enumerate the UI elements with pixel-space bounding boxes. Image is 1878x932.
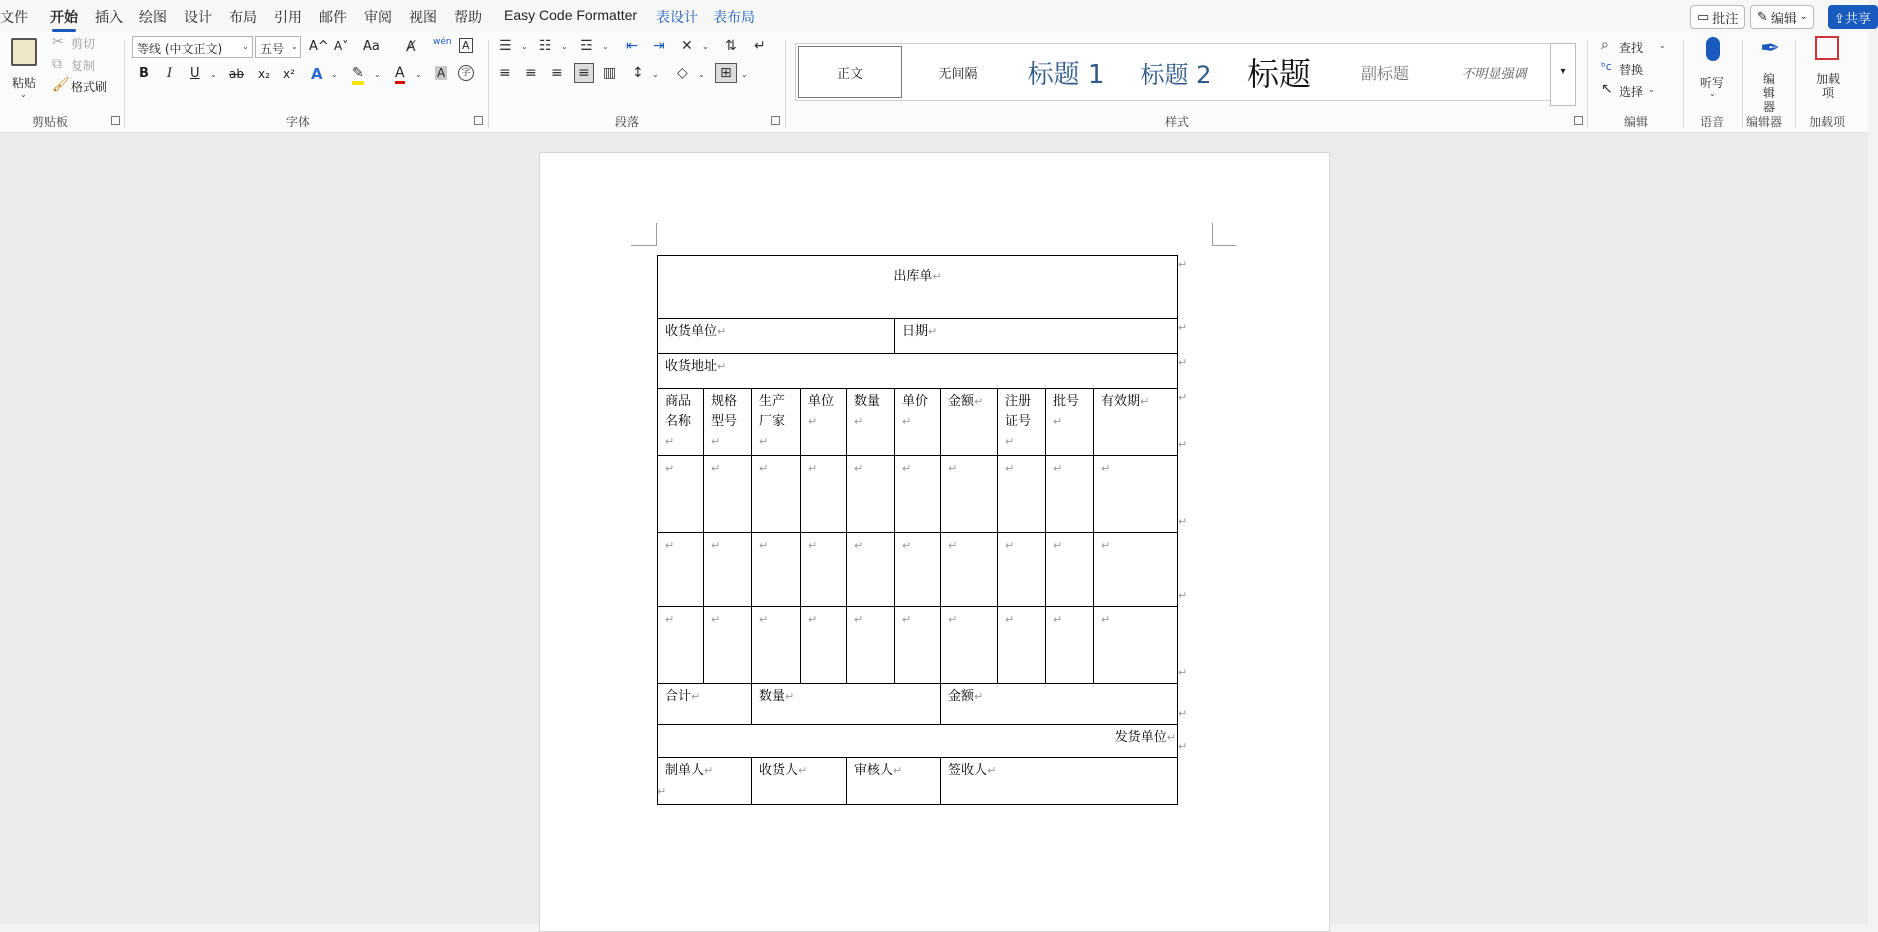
menu-view[interactable]: 视图 [409, 10, 437, 26]
subscript-button[interactable]: x₂ [258, 67, 270, 81]
voice-group-label: 语音 [1700, 115, 1725, 129]
row-end-mark: ↵ [1178, 740, 1188, 753]
italic-button[interactable]: I [167, 66, 173, 81]
menu-bar [0, 0, 1871, 32]
form-title-cell[interactable]: 出库单↵ [658, 256, 1178, 319]
chevron-down-icon: ⌄ [1709, 89, 1716, 98]
outbound-form-table [657, 255, 1178, 805]
table-header-row [658, 389, 1178, 456]
table-cell[interactable]: ↵ [847, 607, 895, 684]
ribbon: 粘贴 ⌄ ✂ 剪切 ⧉ 复制 🖌 格式刷 剪贴板 等线 (中文正文) ⌄ 五号 ⌄ A^ A˅ Aa Ⱥ wén A B I U ⌄ ab x₂ x² A ⌄ ✎ ⌄ A ⌄ A 字 字体 ☰ ⌄ ☷ ⌄ ☲ ⌄ ⇤ ⇥ ✕ ⌄ ⇅ ↵ ≡ ≡ ≡ ≡ ▥ ↕ ⌄ ◇ ⌄ ⊞ ⌄ 段落 正文 无间隔 标题 1 标题 2 标题 副标题 不明显强调 ▾ 样式 ⌕ 查找 ⌄ ᵇc 替换 ↖ 选择 ⌄ 编辑 听写 ⌄ 语音 ✒ 编辑器 编辑器 加载项 加载项 [0, 32, 1868, 133]
receiver-address-cell[interactable]: 收货地址↵ [658, 354, 1178, 389]
chevron-down-icon: ⌄ [602, 42, 609, 51]
addins-group-label: 加载项 [1809, 115, 1846, 129]
shrink-font-button[interactable]: A˅ [334, 39, 349, 53]
menu-design[interactable]: 设计 [184, 10, 212, 26]
menu-table-layout[interactable]: 表布局 [713, 10, 755, 26]
chevron-down-icon: ⌄ [331, 70, 338, 79]
receiver-unit-cell[interactable]: 收货单位↵ [658, 319, 895, 354]
menu-easy-code-formatter[interactable]: Easy Code Formatter [504, 7, 638, 23]
microphone-icon [1706, 37, 1720, 61]
column-header[interactable]: 单位↵ [801, 389, 847, 456]
table-cell[interactable]: ↵ [658, 607, 704, 684]
separator [1683, 40, 1684, 128]
table-row [658, 533, 1178, 607]
paragraph-launcher-icon[interactable] [771, 116, 780, 125]
table-cell[interactable]: ↵ [998, 533, 1046, 607]
clear-format-icon[interactable]: Ⱥ [406, 39, 416, 55]
chinese-layout-icon[interactable]: ✕ [681, 38, 693, 54]
find-button[interactable]: 查找 [1619, 41, 1644, 55]
bullets-icon[interactable]: ☰ [499, 38, 512, 54]
chevron-down-icon: ⌄ [242, 42, 249, 51]
column-header[interactable]: 规格型号↵ [704, 389, 752, 456]
table-cell[interactable]: ↵ [1046, 607, 1094, 684]
row-end-mark: ↵ [1178, 438, 1188, 451]
highlighter-icon[interactable]: ✎ [352, 65, 364, 85]
signer-cell[interactable]: 签收人↵ [941, 758, 1178, 805]
enclose-char-button[interactable]: 字 [458, 65, 474, 81]
distribute-icon[interactable]: ▥ [603, 65, 617, 81]
table-cell[interactable]: ↵ [752, 533, 801, 607]
table-cell[interactable]: ↵ [941, 456, 998, 533]
chevron-down-icon: ⌄ [702, 42, 709, 51]
separator [1742, 40, 1743, 128]
table-cell[interactable]: ↵ [1046, 533, 1094, 607]
separator [785, 40, 786, 128]
form-title: 出库单 [893, 269, 933, 284]
row-end-mark: ↵ [1178, 391, 1188, 404]
clipboard-group-label: 剪贴板 [32, 115, 69, 129]
sender-unit-cell[interactable]: 发货单位↵ [658, 725, 1178, 758]
column-header[interactable]: 单价↵ [895, 389, 941, 456]
menu-insert[interactable]: 插入 [95, 10, 123, 26]
font-color-button[interactable]: A [395, 65, 405, 84]
numbering-icon[interactable]: ☷ [539, 38, 552, 54]
table-cell[interactable]: ↵ [941, 533, 998, 607]
clipboard-launcher-icon[interactable] [111, 116, 120, 125]
sort-icon[interactable]: ⇅ [725, 38, 737, 54]
total-amount-cell[interactable]: 金额↵ [941, 684, 1178, 725]
chevron-down-icon: ⌄ [1799, 12, 1808, 22]
style-subtitle[interactable]: 副标题 [1360, 63, 1409, 83]
search-icon: ⌕ [1601, 37, 1609, 53]
chevron-down-icon: ⌄ [1648, 85, 1655, 94]
table-cell[interactable]: ↵ [895, 456, 941, 533]
addins-grid-icon [1815, 36, 1839, 60]
style-heading-1[interactable]: 标题 1 [1027, 59, 1105, 90]
editor-pen-icon: ✒ [1760, 34, 1781, 62]
crop-mark [1212, 223, 1236, 246]
styles-more-button[interactable] [1550, 43, 1576, 106]
font-size-combo[interactable]: 五号 [255, 36, 301, 58]
total-cell[interactable]: 合计↵ [658, 684, 752, 725]
table-cell[interactable]: ↵ [752, 607, 801, 684]
style-title[interactable]: 标题 [1246, 55, 1311, 93]
table-cell[interactable]: ↵ [704, 607, 752, 684]
menu-layout[interactable]: 布局 [229, 10, 257, 26]
separator [488, 40, 489, 128]
column-header[interactable]: 数量↵ [847, 389, 895, 456]
total-quantity-cell[interactable]: 数量↵ [752, 684, 941, 725]
chevron-down-icon: ⌄ [374, 70, 381, 79]
cut-button[interactable]: 剪切 [71, 37, 96, 51]
menu-references[interactable]: 引用 [274, 10, 302, 26]
editing-mode-button[interactable]: ✎ 编辑 ⌄ [1750, 5, 1814, 29]
replace-button[interactable]: 替换 [1619, 63, 1644, 77]
editing-group-label: 编辑 [1624, 115, 1649, 129]
share-icon: ⇪ [1834, 12, 1845, 27]
menu-mailings[interactable]: 邮件 [319, 10, 347, 26]
table-cell[interactable]: ↵ [895, 533, 941, 607]
row-end-mark: ↵ [1178, 356, 1188, 369]
paragraph-group-label: 段落 [615, 115, 640, 129]
grow-font-button[interactable]: A^ [309, 39, 329, 54]
column-header[interactable]: 有效期↵ [1094, 389, 1178, 456]
chevron-down-icon: ⌄ [20, 90, 27, 99]
table-cell[interactable]: ↵ [752, 456, 801, 533]
row-end-mark: ↵ [1178, 666, 1188, 679]
styles-group-label: 样式 [1165, 115, 1190, 129]
chevron-down-icon: ⌄ [415, 70, 422, 79]
column-header[interactable]: 商品名称↵ [658, 389, 704, 456]
table-cell[interactable]: ↵ [847, 456, 895, 533]
align-center-icon[interactable]: ≡ [525, 65, 537, 81]
table-cell[interactable]: ↵ [998, 456, 1046, 533]
menu-file[interactable]: 文件 [0, 10, 28, 26]
justify-icon[interactable]: ≡ [574, 63, 594, 83]
row-end-mark: ↵ [1178, 707, 1188, 720]
menu-table-design[interactable]: 表设计 [656, 10, 698, 26]
char-border-button[interactable]: A [459, 38, 473, 53]
chevron-down-icon: ⌄ [521, 42, 528, 51]
styles-launcher-icon[interactable] [1574, 116, 1583, 125]
chevron-down-icon: ⌄ [561, 42, 568, 51]
chevron-down-icon: ⌄ [652, 70, 659, 79]
menu-review[interactable]: 审阅 [364, 10, 392, 26]
copy-button[interactable]: 复制 [71, 59, 96, 73]
table-cell[interactable]: ↵ [1094, 533, 1178, 607]
chevron-down-icon: ▾ [1560, 66, 1566, 77]
table-cell[interactable]: ↵ [801, 456, 847, 533]
menu-draw[interactable]: 绘图 [139, 10, 167, 26]
style-subtle-emphasis[interactable]: 不明显强调 [1461, 66, 1527, 82]
format-painter-button[interactable]: 格式刷 [71, 80, 108, 94]
table-cell[interactable]: ↵ [998, 607, 1046, 684]
format-painter-icon: 🖌 [52, 77, 70, 93]
replace-icon: ᵇc [1601, 60, 1612, 73]
table-cell[interactable]: ↵ [658, 533, 704, 607]
borders-icon[interactable]: ⊞ [715, 63, 737, 83]
separator [1587, 40, 1588, 128]
table-row [658, 607, 1178, 684]
column-header[interactable]: 生产厂家↵ [752, 389, 801, 456]
select-button[interactable]: 选择 [1619, 85, 1644, 99]
chevron-down-icon: ⌄ [291, 42, 298, 51]
comments-button[interactable]: ▭ 批注 [1690, 5, 1745, 29]
line-spacing-icon[interactable]: ↕ [632, 65, 644, 81]
table-cell[interactable]: ↵ [704, 533, 752, 607]
table-cell[interactable]: ↵ [941, 607, 998, 684]
change-case-button[interactable]: Aa [363, 39, 380, 54]
shading-icon[interactable]: ◇ [677, 65, 688, 81]
column-header[interactable]: 批号↵ [1046, 389, 1094, 456]
clipboard-icon [11, 38, 37, 66]
menu-home[interactable]: 开始 [50, 7, 78, 27]
table-cell[interactable]: ↵ [1094, 607, 1178, 684]
separator [124, 40, 125, 128]
style-heading-2[interactable]: 标题 2 [1140, 60, 1212, 89]
share-button[interactable]: ⇪共享 [1828, 5, 1878, 29]
date-cell[interactable]: 日期↵ [895, 319, 1178, 354]
table-cell[interactable]: ↵ [1046, 456, 1094, 533]
phonetic-guide-button[interactable]: wén [433, 37, 452, 47]
separator [1795, 40, 1796, 128]
style-normal[interactable]: 正文 [798, 46, 902, 98]
crop-mark [631, 223, 657, 246]
column-header[interactable]: 注册证号↵ [998, 389, 1046, 456]
table-cell[interactable]: ↵ [895, 607, 941, 684]
scissors-icon: ✂ [52, 34, 64, 50]
table-cell[interactable]: ↵ [658, 456, 704, 533]
align-right-icon[interactable]: ≡ [551, 65, 563, 81]
signer-cell[interactable]: 收货人↵ [752, 758, 847, 805]
decrease-indent-icon[interactable]: ⇤ [626, 38, 638, 54]
row-end-mark: ↵ [1178, 589, 1188, 602]
table-cell[interactable]: ↵ [1094, 456, 1178, 533]
table-cell[interactable]: ↵ [704, 456, 752, 533]
table-cell[interactable]: ↵ [801, 607, 847, 684]
font-launcher-icon[interactable] [474, 116, 483, 125]
chevron-down-icon: ⌄ [698, 70, 705, 79]
signer-cell[interactable]: 制单人↵ [658, 758, 752, 805]
style-no-spacing[interactable]: 无间隔 [938, 66, 978, 82]
char-shading-button[interactable]: A [437, 66, 446, 80]
editor-group-label: 编辑器 [1746, 115, 1783, 129]
chevron-down-icon: ⌄ [210, 70, 217, 79]
increase-indent-icon[interactable]: ⇥ [653, 38, 665, 54]
chevron-down-icon: ⌄ [1659, 41, 1666, 50]
font-name-combo[interactable]: 等线 (中文正文) [132, 36, 253, 58]
pencil-icon: ✎ [1757, 9, 1768, 25]
bold-button[interactable]: B [139, 66, 149, 81]
show-marks-icon[interactable]: ↵ [754, 38, 766, 54]
cursor-arrow-icon: ↖ [1601, 81, 1613, 97]
styles-gallery [795, 43, 1575, 101]
column-header[interactable]: 金额↵ [941, 389, 998, 456]
row-end-mark: ↵ [1178, 515, 1188, 528]
table-cell[interactable]: ↵ [847, 533, 895, 607]
font-group-label: 字体 [286, 115, 311, 129]
align-left-icon[interactable]: ≡ [499, 65, 511, 81]
paragraph-mark: ↵ [657, 785, 667, 798]
text-effects-button[interactable]: A [311, 65, 323, 83]
row-end-mark: ↵ [1178, 321, 1188, 334]
superscript-button[interactable]: x² [283, 67, 295, 81]
strikethrough-button[interactable]: ab [229, 67, 244, 81]
comment-icon: ▭ [1697, 9, 1710, 25]
table-row [658, 456, 1178, 533]
table-cell[interactable]: ↵ [801, 533, 847, 607]
underline-button[interactable]: U [190, 66, 200, 81]
multilevel-list-icon[interactable]: ☲ [580, 38, 593, 54]
signer-cell[interactable]: 审核人↵ [847, 758, 941, 805]
row-end-mark: ↵ [1178, 258, 1188, 271]
copy-icon: ⧉ [52, 56, 62, 72]
chevron-down-icon: ⌄ [741, 70, 748, 79]
menu-help[interactable]: 帮助 [454, 10, 482, 26]
